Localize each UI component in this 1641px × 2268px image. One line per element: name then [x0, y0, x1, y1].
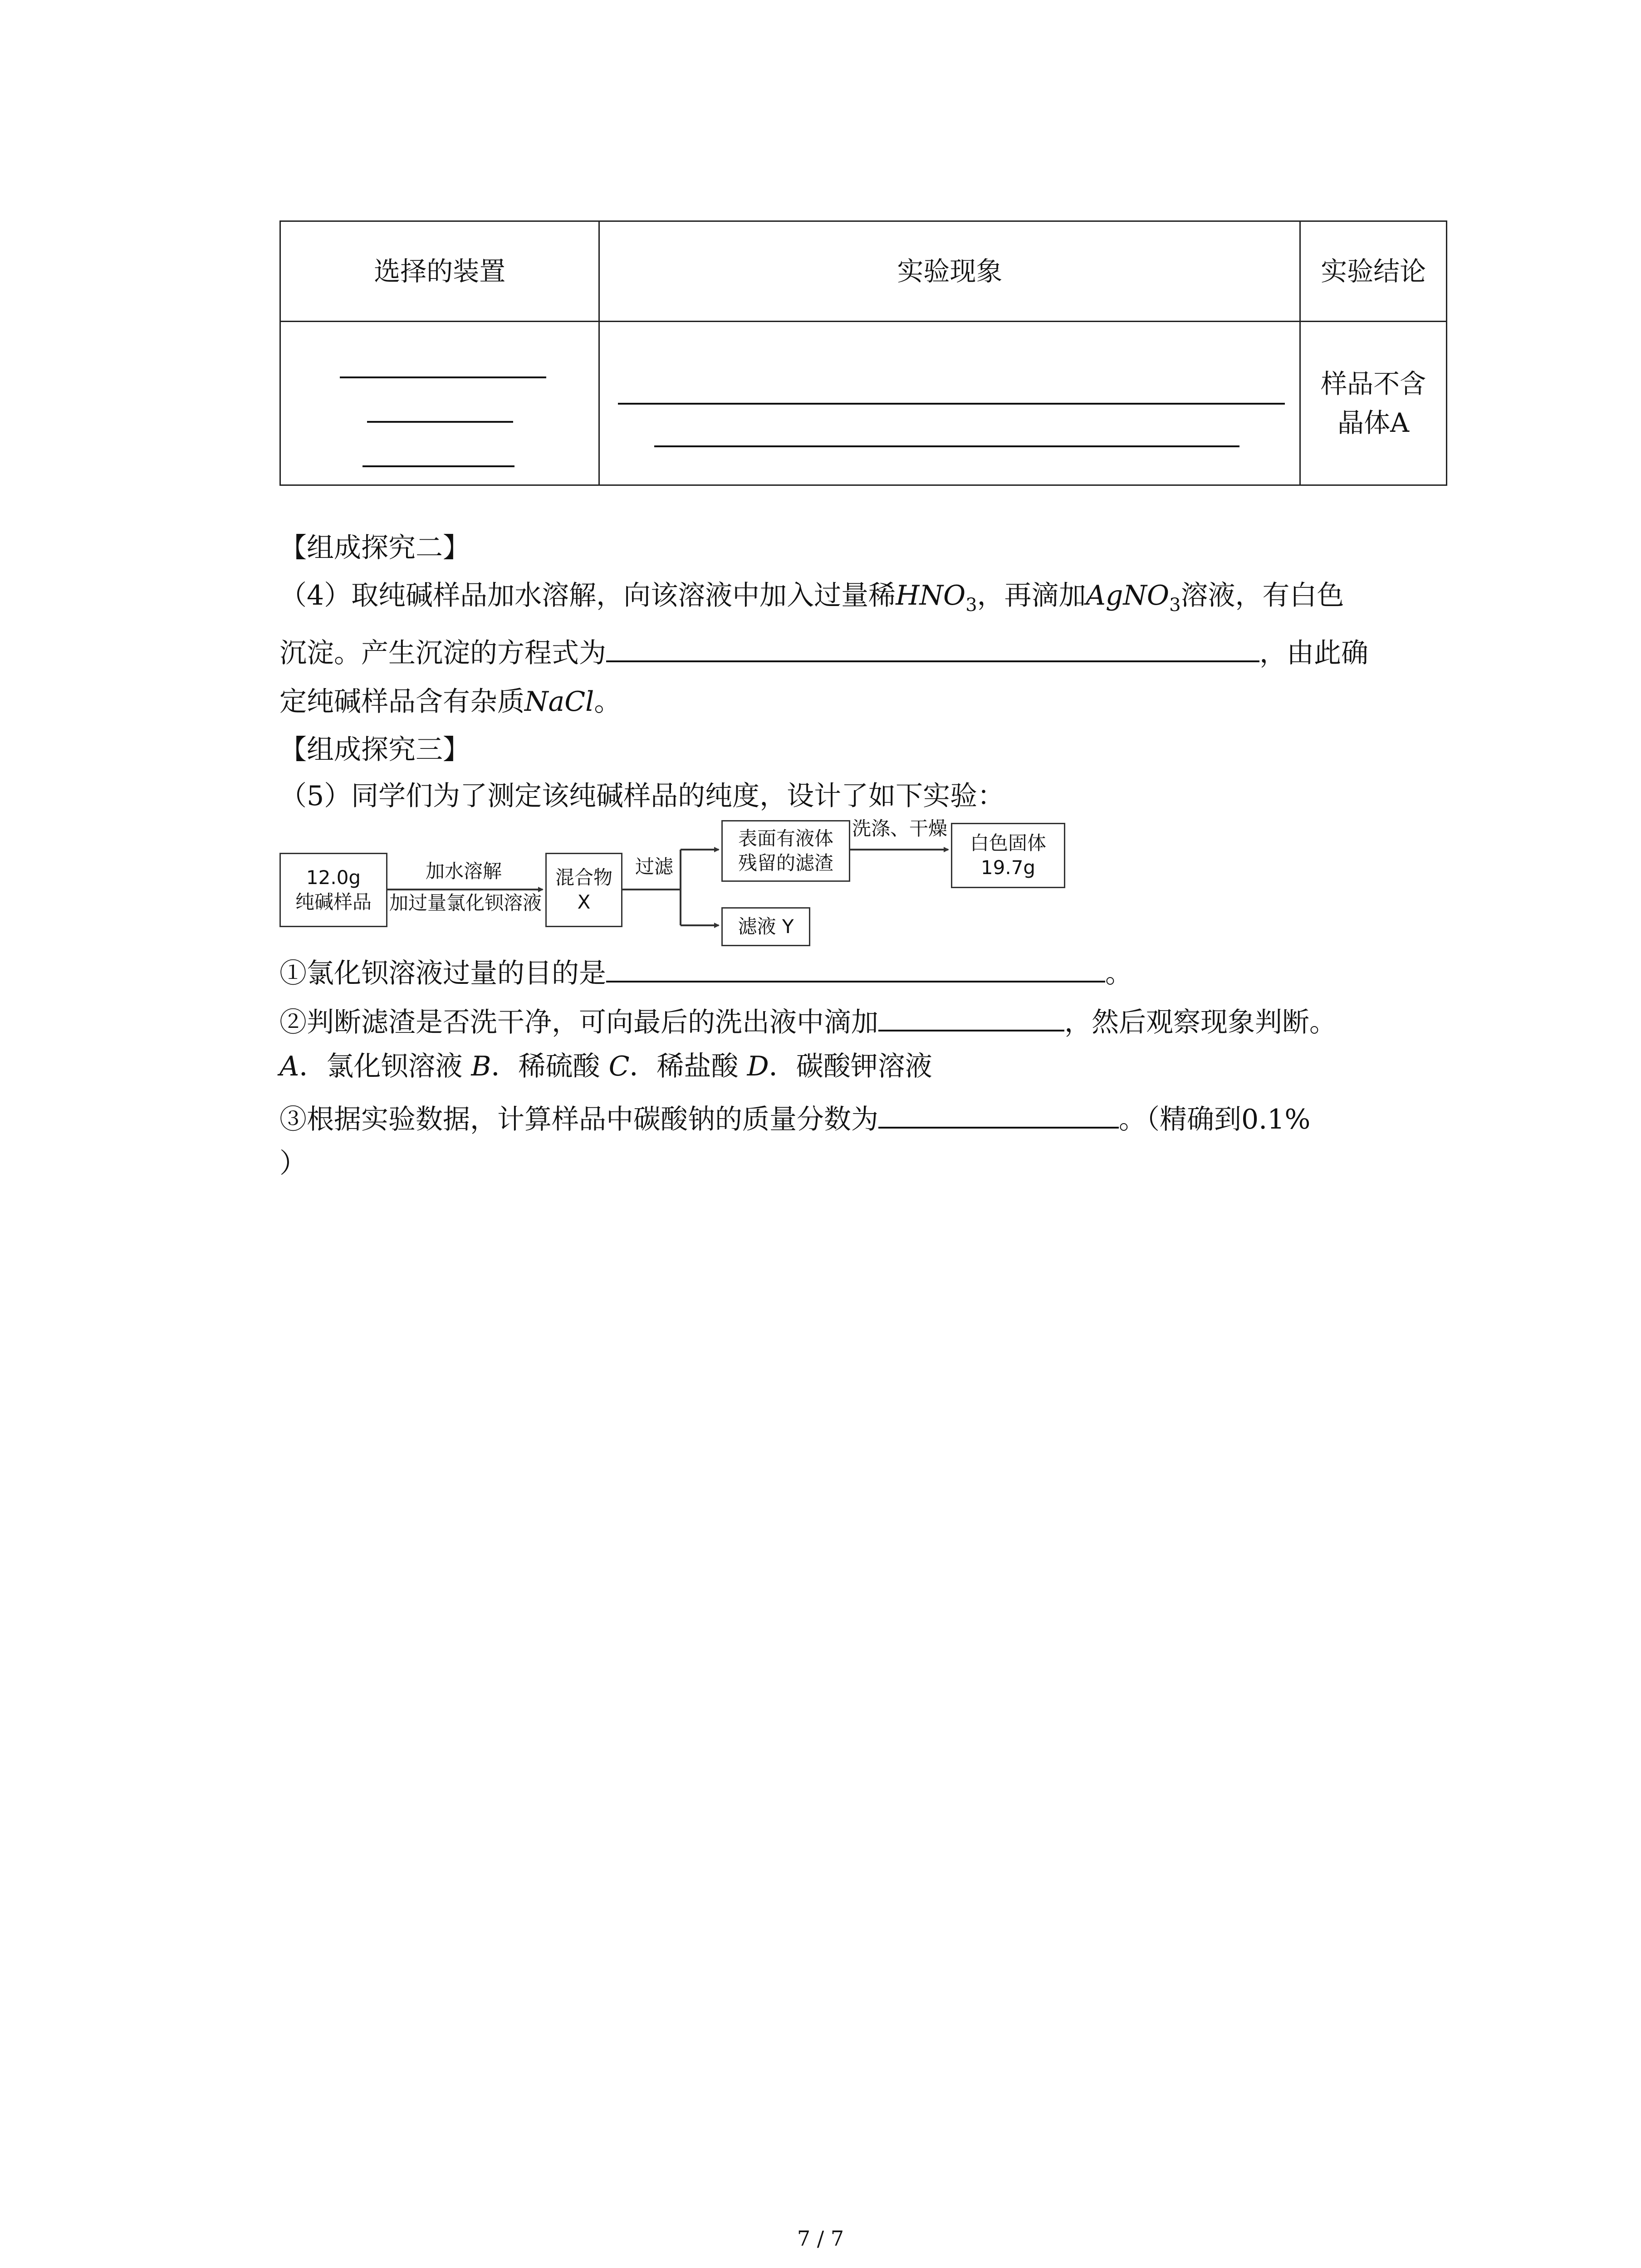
mixture-box: [545, 853, 622, 927]
hno3-formula: HNO: [896, 580, 966, 611]
flow-arrows: [0, 0, 1641, 953]
option-c-letter: C: [608, 1051, 630, 1082]
box-text: 混合物: [555, 866, 612, 889]
option-d-text: ．碳酸钾溶液: [769, 1051, 932, 1082]
q3-answer-blank[interactable]: [878, 1098, 1119, 1129]
q4-text: 。: [594, 686, 622, 718]
subscript: 3: [965, 595, 977, 616]
q5-options: [279, 1046, 932, 1087]
option-a-text: ．氯化钡溶液: [299, 1051, 471, 1082]
page-number: 7 / 7: [797, 2226, 844, 2251]
q5-intro: （5）同学们为了测定该纯碱样品的纯度，设计了如下实验：: [279, 780, 1005, 812]
q1-text: ①氯化钡溶液过量的目的是: [279, 958, 606, 989]
step-bacl2-label: 加过量氯化钡溶液: [389, 892, 542, 914]
option-a-letter: A: [279, 1051, 299, 1082]
wash-dry-label: 洗涤、干燥: [852, 817, 948, 840]
section3-heading: 【组成探究三】: [279, 734, 470, 766]
q5-part2: [279, 1001, 1337, 1043]
option-c-text: ．稀盐酸: [629, 1051, 747, 1082]
option-d-letter: D: [747, 1051, 769, 1082]
q4-text: ，由此确: [1259, 637, 1368, 669]
box-text: 纯碱样品: [295, 891, 372, 913]
q4-text: 定纯碱样品含有杂质: [279, 686, 524, 718]
q1-answer-blank[interactable]: [606, 952, 1105, 982]
residue-box: [721, 820, 850, 882]
box-text: 19.7g: [980, 856, 1036, 879]
header-conclusion: 实验结论: [1300, 221, 1447, 322]
q3-text: 。（精确到0.1%: [1119, 1104, 1311, 1135]
q4-text: ，再滴加: [977, 580, 1086, 611]
option-b-text: ．稀硫酸: [491, 1051, 609, 1082]
filter-label: 过滤: [635, 855, 674, 878]
q4-text: （4）取纯碱样品加水溶解，向该溶液中加入过量稀: [279, 580, 896, 611]
subscript: 3: [1169, 595, 1181, 616]
q5-part1: [279, 952, 1132, 994]
q3-text: ③根据实验数据，计算样品中碳酸钠的质量分数为: [279, 1104, 878, 1135]
header-device: 选择的装置: [280, 221, 599, 322]
section2-heading: 【组成探究二】: [279, 532, 470, 564]
header-phenomenon: 实验现象: [599, 221, 1300, 322]
q5-part3-close: ）: [279, 1148, 307, 1179]
box-text: 滤液 Y: [738, 915, 794, 938]
box-text: X: [577, 891, 591, 913]
filtrate-box: [721, 907, 810, 946]
q1-text: 。: [1105, 958, 1132, 989]
step-dissolve-label: 加水溶解: [426, 860, 502, 882]
box-text: 白色固体: [970, 832, 1046, 854]
box-text: 残留的滤渣: [738, 852, 833, 874]
q4-text: 沉淀。产生沉淀的方程式为: [279, 637, 606, 669]
box-text: 表面有液体: [738, 827, 833, 850]
q2-text: ，然后观察现象判断。: [1064, 1007, 1337, 1038]
q2-answer-blank[interactable]: [878, 1001, 1064, 1031]
q4-text: 溶液，有白色: [1181, 580, 1344, 611]
flow-diagram: [0, 0, 1641, 953]
agno3-formula: AgNO: [1086, 580, 1170, 611]
sample-box: [279, 853, 387, 927]
conclusion-cell: 样品不含晶体A: [1300, 322, 1447, 485]
white-solid-box: [951, 823, 1065, 888]
nacl-formula: NaCl: [524, 686, 594, 718]
q5-part3: [279, 1098, 1310, 1140]
box-text: 12.0g: [306, 866, 361, 889]
option-b-letter: B: [471, 1051, 491, 1082]
q2-text: ②判断滤渣是否洗干净，可向最后的洗出液中滴加: [279, 1007, 878, 1038]
